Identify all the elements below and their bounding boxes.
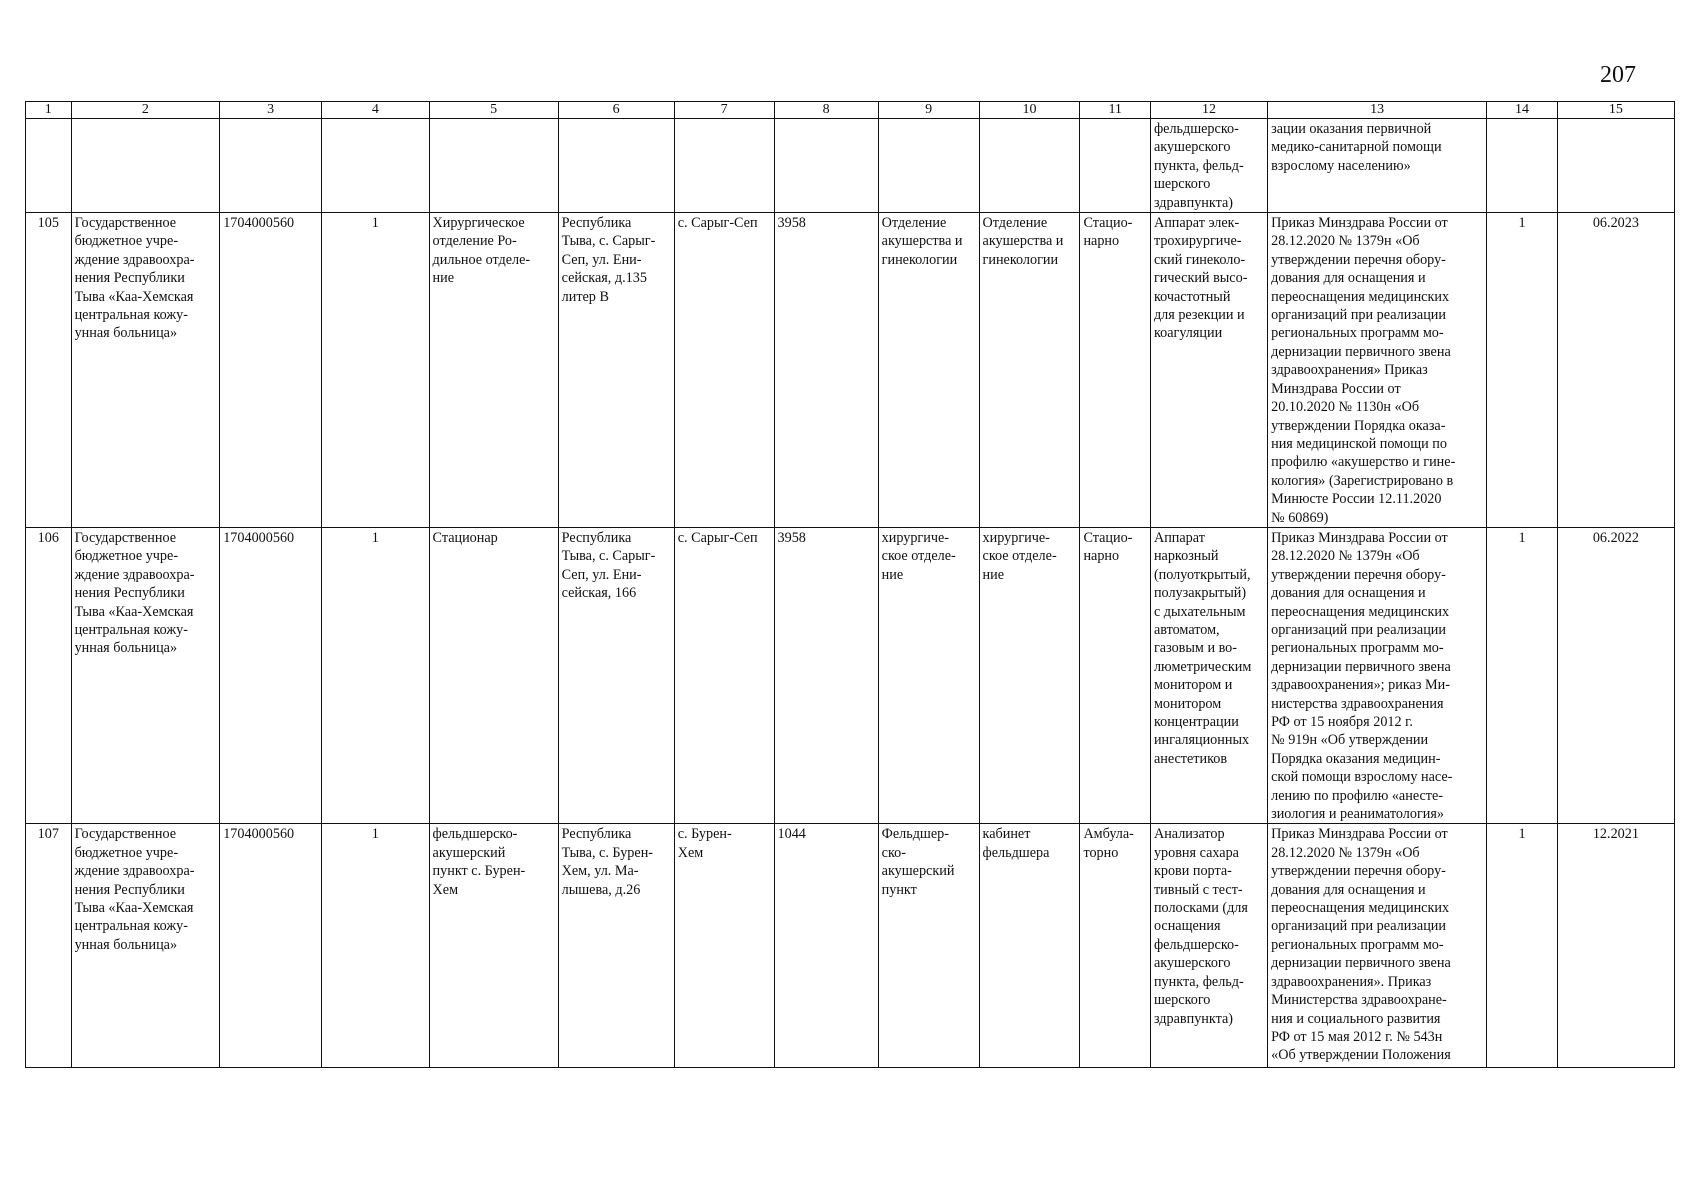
empty-cell [220, 119, 322, 213]
equipment-table [25, 101, 1675, 1068]
table-row [26, 213, 1675, 528]
column-header-4: 4 [322, 102, 429, 119]
count-cell: 1 [1487, 213, 1558, 528]
unit-cell: фельдшерско- акушерский пункт с. Бурен- Хем [429, 824, 558, 1068]
basis-cell: Приказ Минздрава России от 28.12.2020 № 1379н «Об утверждении перечня обору- дования для оснащения и переоснащения медицинских организаций при реализации региональных программ мо- дернизации первичного звена здравоохранения»; риказ Ми- нистерства здравоохранения РФ от 15 ноября 2012 г. № 919н «Об утверждении Порядка оказания медицин- ской помощи взрослому насе- лению по профилю «анесте- зиология и реаниматология» [1268, 527, 1487, 824]
department-cell: Фельдшер- ско- акушерский пункт [878, 824, 979, 1068]
column-header-11: 11 [1080, 102, 1151, 119]
code-cell: 1704000560 [220, 527, 322, 824]
date-cell: 06.2022 [1557, 527, 1674, 824]
room-cell: кабинет фельдшера [979, 824, 1080, 1068]
equipment-cell: Аппарат наркозный (полуоткрытый, полузакрытый) с дыхательным автоматом, газовым и во- люметрическим монитором и монитором концентрации ингаляционных анестетиков [1150, 527, 1267, 824]
empty-cell [774, 119, 878, 213]
address-cell: Республика Тыва, с. Сарыг- Сеп, ул. Ени- сейская, 166 [558, 527, 674, 824]
empty-cell [26, 119, 72, 213]
empty-cell [979, 119, 1080, 213]
locality-cell: с. Сарыг-Сеп [674, 527, 774, 824]
date-cell: 12.2021 [1557, 824, 1674, 1068]
column-header-7: 7 [674, 102, 774, 119]
room-cell: Отделение акушерства и гинекологии [979, 213, 1080, 528]
room-cell: хирургиче- ское отделе- ние [979, 527, 1080, 824]
column-number-row [26, 102, 1675, 119]
column-header-1: 1 [26, 102, 72, 119]
equipment-cell: фельдшерско- акушерского пункта, фельд- шерского здравпункта) [1150, 119, 1267, 213]
empty-cell [558, 119, 674, 213]
date-cell: 06.2023 [1557, 213, 1674, 528]
empty-cell [71, 119, 220, 213]
unit-cell: Хирургическое отделение Ро- дильное отделе- ние [429, 213, 558, 528]
column-header-9: 9 [878, 102, 979, 119]
basis-cell: Приказ Минздрава России от 28.12.2020 № 1379н «Об утверждении перечня обору- дования для оснащения и переоснащения медицинских организаций при реализации региональных программ мо- дернизации первичного звена здравоохранения» Приказ Минздрава России от 20.10.2020 № 1130н «Об утверждении Порядка оказа- ния медицинской помощи по профилю «акушерство и гине- кология» (Зарегистрировано в Минюсте России 12.11.2020 № 60869) [1268, 213, 1487, 528]
code-cell: 1704000560 [220, 213, 322, 528]
department-cell: Отделение акушерства и гинекологии [878, 213, 979, 528]
row-number-cell: 105 [26, 213, 72, 528]
column-header-12: 12 [1150, 102, 1267, 119]
department-cell: хирургиче- ское отделе- ние [878, 527, 979, 824]
equipment-cell: Аппарат элек- трохирургиче- ский гинеколо- гический высо- кочастотный для резекции и коагуляции [1150, 213, 1267, 528]
organization-cell: Государственное бюджетное учре- ждение здравоохра- нения Республики Тыва «Каа-Хемская центральная кожу- унная больница» [71, 527, 220, 824]
unit-cell: Стационар [429, 527, 558, 824]
code-cell: 1704000560 [220, 824, 322, 1068]
mode-cell: Стацио- нарно [1080, 527, 1151, 824]
column-header-3: 3 [220, 102, 322, 119]
column-header-6: 6 [558, 102, 674, 119]
mode-cell: Стацио- нарно [1080, 213, 1151, 528]
empty-cell [878, 119, 979, 213]
column-header-14: 14 [1487, 102, 1558, 119]
equipment-cell: Анализатор уровня сахара крови порта- тивный с тест- полосками (для оснащения фельдшерско- акушерского пункта, фельд- шерского здравпункта) [1150, 824, 1267, 1068]
address-cell: Республика Тыва, с. Сарыг- Сеп, ул. Ени- сейская, д.135 литер В [558, 213, 674, 528]
row-number-cell: 107 [26, 824, 72, 1068]
address-cell: Республика Тыва, с. Бурен- Хем, ул. Ма- лышева, д.26 [558, 824, 674, 1068]
empty-cell [429, 119, 558, 213]
column-header-5: 5 [429, 102, 558, 119]
organization-cell: Государственное бюджетное учре- ждение здравоохра- нения Республики Тыва «Каа-Хемская центральная кожу- унная больница» [71, 213, 220, 528]
empty-cell [1487, 119, 1558, 213]
population-cell: 3958 [774, 213, 878, 528]
column-header-13: 13 [1268, 102, 1487, 119]
count-cell: 1 [1487, 527, 1558, 824]
table-row [26, 824, 1675, 1068]
empty-cell [322, 119, 429, 213]
column-header-10: 10 [979, 102, 1080, 119]
column-header-8: 8 [774, 102, 878, 119]
continuation-row [26, 119, 1675, 213]
table-row [26, 527, 1675, 824]
row-number-cell: 106 [26, 527, 72, 824]
column-header-15: 15 [1557, 102, 1674, 119]
basis-cell: Приказ Минздрава России от 28.12.2020 № 1379н «Об утверждении перечня обору- дования для оснащения и переоснащения медицинских организаций при реализации региональных программ мо- дернизации первичного звена здравоохранения». Приказ Министерства здравоохране- ния и социального развития РФ от 15 мая 2012 г. № 543н «Об утверждении Положения [1268, 824, 1487, 1068]
locality-cell: с. Сарыг-Сеп [674, 213, 774, 528]
mode-cell: Амбула- торно [1080, 824, 1151, 1068]
organization-cell: Государственное бюджетное учре- ждение здравоохра- нения Республики Тыва «Каа-Хемская центральная кожу- унная больница» [71, 824, 220, 1068]
quantity-cell: 1 [322, 213, 429, 528]
empty-cell [674, 119, 774, 213]
column-header-2: 2 [71, 102, 220, 119]
page-number: 207 [1600, 62, 1636, 88]
empty-cell [1557, 119, 1674, 213]
empty-cell [1080, 119, 1151, 213]
count-cell: 1 [1487, 824, 1558, 1068]
population-cell: 3958 [774, 527, 878, 824]
basis-cell: зации оказания первичной медико-санитарной помощи взрослому населению» [1268, 119, 1487, 213]
population-cell: 1044 [774, 824, 878, 1068]
quantity-cell: 1 [322, 527, 429, 824]
locality-cell: с. Бурен- Хем [674, 824, 774, 1068]
quantity-cell: 1 [322, 824, 429, 1068]
